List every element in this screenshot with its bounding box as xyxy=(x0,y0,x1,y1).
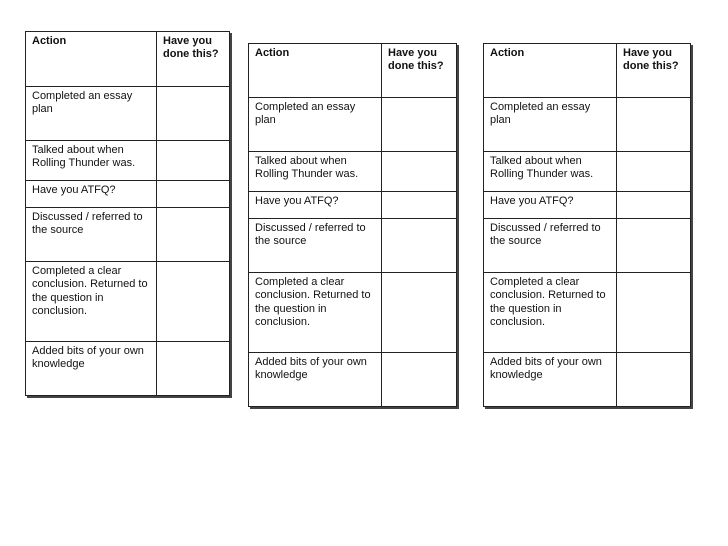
done-checkbox-cell[interactable] xyxy=(617,192,691,219)
done-checkbox-cell[interactable] xyxy=(382,98,457,152)
action-label: Discussed / referred to the source xyxy=(484,219,617,273)
checklist-table-3 xyxy=(483,43,691,407)
table-row xyxy=(249,273,457,353)
table-row xyxy=(26,87,230,141)
table-row xyxy=(26,208,230,262)
table-row xyxy=(249,98,457,152)
action-label: Have you ATFQ? xyxy=(26,181,157,208)
done-column-header: Have you done this? xyxy=(382,44,457,98)
done-checkbox-cell[interactable] xyxy=(157,208,230,262)
table-row xyxy=(484,219,691,273)
action-label: Added bits of your own knowledge xyxy=(249,353,382,407)
action-column-header: Action xyxy=(484,44,617,98)
action-label: Discussed / referred to the source xyxy=(249,219,382,273)
done-checkbox-cell[interactable] xyxy=(382,273,457,353)
table-row xyxy=(26,141,230,181)
done-checkbox-cell[interactable] xyxy=(157,262,230,342)
done-checkbox-cell[interactable] xyxy=(382,192,457,219)
action-label: Added bits of your own knowledge xyxy=(26,342,157,396)
action-label: Completed a clear conclusion. Returned to the question in conclusion. xyxy=(484,273,617,353)
done-checkbox-cell[interactable] xyxy=(617,98,691,152)
action-label: Completed an essay plan xyxy=(484,98,617,152)
done-checkbox-cell[interactable] xyxy=(617,353,691,407)
table-row xyxy=(249,192,457,219)
done-checkbox-cell[interactable] xyxy=(157,87,230,141)
done-checkbox-cell[interactable] xyxy=(382,152,457,192)
done-checkbox-cell[interactable] xyxy=(382,353,457,407)
action-label: Discussed / referred to the source xyxy=(26,208,157,262)
action-label: Have you ATFQ? xyxy=(484,192,617,219)
checklist-table-1 xyxy=(25,31,230,396)
done-checkbox-cell[interactable] xyxy=(382,219,457,273)
action-column-header: Action xyxy=(26,32,157,87)
table-row xyxy=(26,262,230,342)
action-label: Have you ATFQ? xyxy=(249,192,382,219)
action-label: Completed an essay plan xyxy=(26,87,157,141)
table-row xyxy=(26,181,230,208)
action-label: Added bits of your own knowledge xyxy=(484,353,617,407)
table-header-row xyxy=(249,44,457,98)
table-row xyxy=(484,353,691,407)
table-row xyxy=(484,98,691,152)
table-row xyxy=(484,192,691,219)
done-column-header: Have you done this? xyxy=(617,44,691,98)
table-row xyxy=(26,342,230,396)
action-label: Talked about when Rolling Thunder was. xyxy=(249,152,382,192)
action-label: Completed a clear conclusion. Returned to the question in conclusion. xyxy=(26,262,157,342)
table-row xyxy=(249,219,457,273)
action-label: Talked about when Rolling Thunder was. xyxy=(26,141,157,181)
table-row xyxy=(484,273,691,353)
done-checkbox-cell[interactable] xyxy=(157,141,230,181)
done-checkbox-cell[interactable] xyxy=(617,152,691,192)
action-label: Completed a clear conclusion. Returned to the question in conclusion. xyxy=(249,273,382,353)
checklist-table-2 xyxy=(248,43,457,407)
done-checkbox-cell[interactable] xyxy=(617,219,691,273)
action-label: Talked about when Rolling Thunder was. xyxy=(484,152,617,192)
table-row xyxy=(249,152,457,192)
done-checkbox-cell[interactable] xyxy=(157,181,230,208)
done-checkbox-cell[interactable] xyxy=(157,342,230,396)
action-column-header: Action xyxy=(249,44,382,98)
table-header-row xyxy=(26,32,230,87)
table-row xyxy=(249,353,457,407)
done-column-header: Have you done this? xyxy=(157,32,230,87)
table-header-row xyxy=(484,44,691,98)
table-row xyxy=(484,152,691,192)
action-label: Completed an essay plan xyxy=(249,98,382,152)
done-checkbox-cell[interactable] xyxy=(617,273,691,353)
